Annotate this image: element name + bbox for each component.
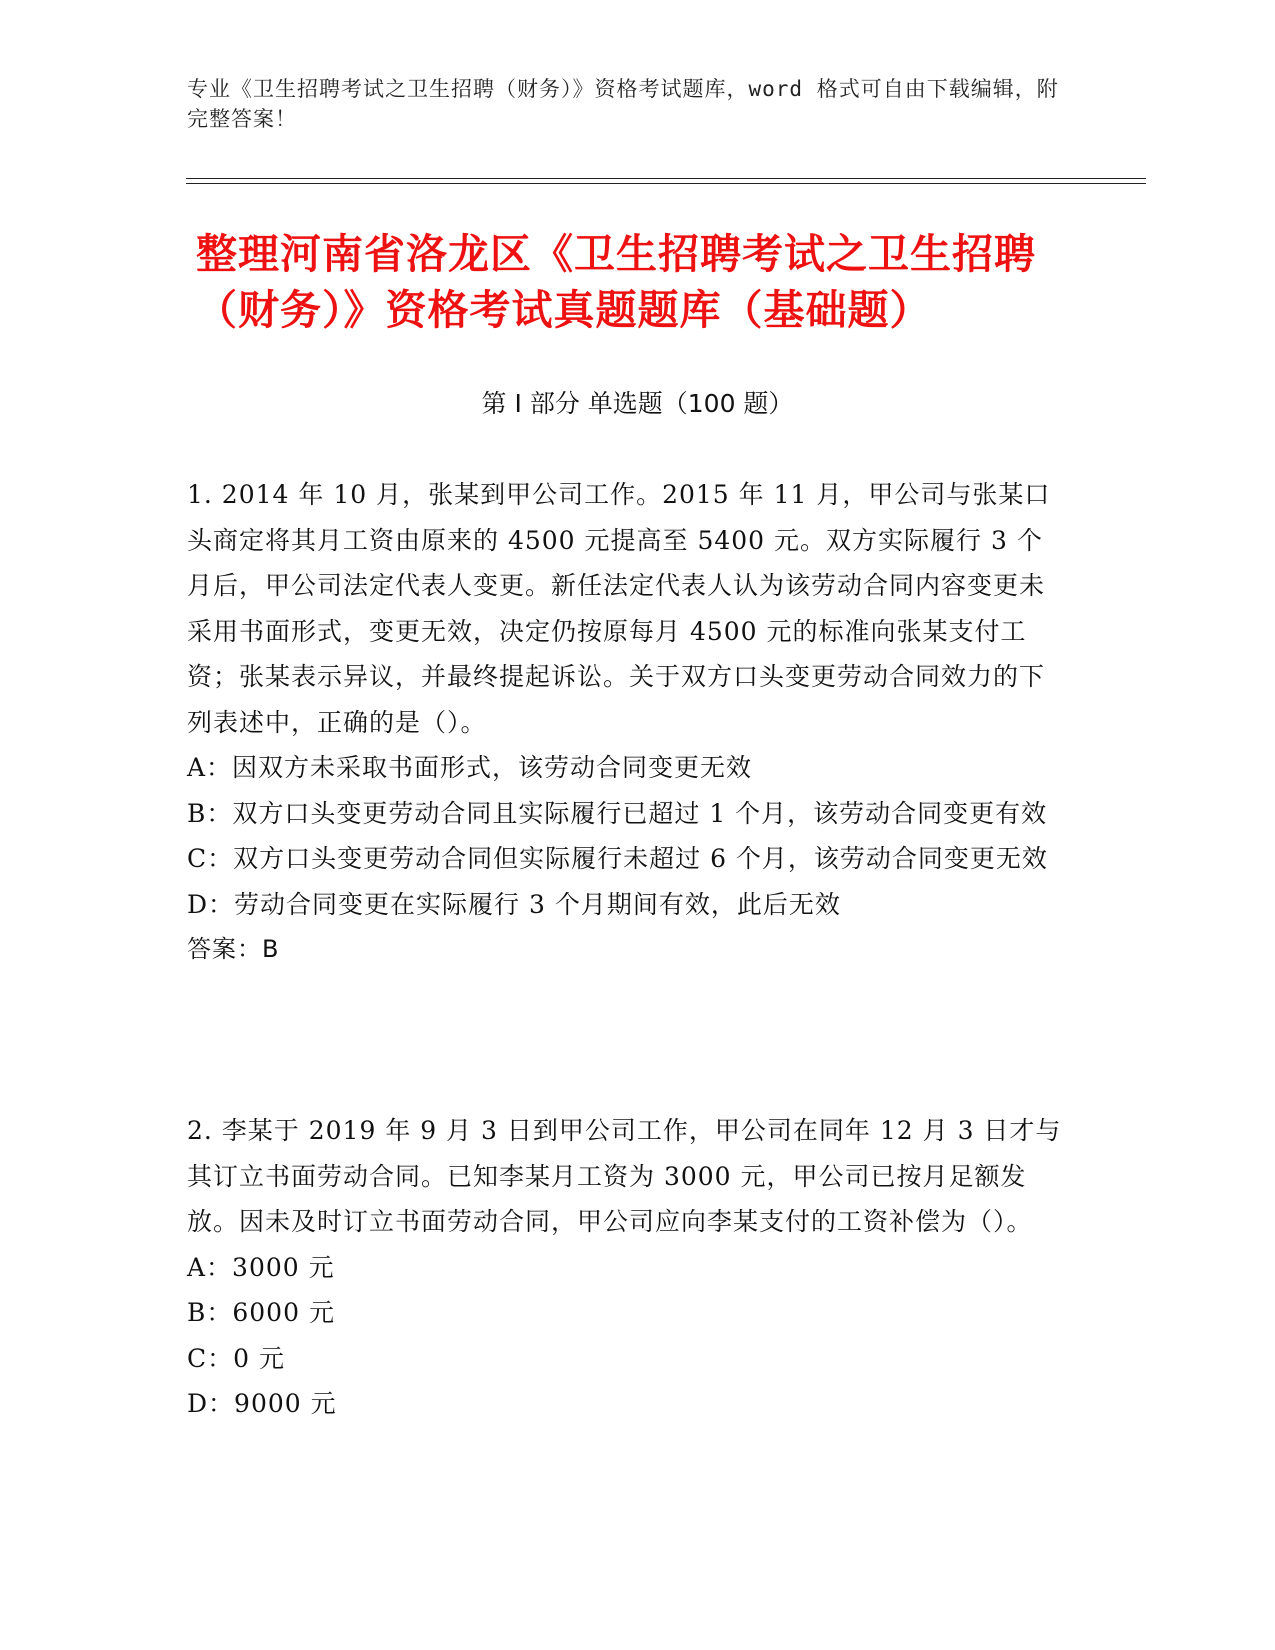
header-divider-top bbox=[186, 178, 1146, 179]
question-stem: 1. 2014 年 10 月，张某到甲公司工作。2015 年 11 月，甲公司与张某口头商定将其月工资由原来的 4500 元提高至 5400 元。双方实际履行 3 个月后，甲公司法定代表人变更。新任法定代表人认为该劳动合同内容变更未采用书面形式，变更无效，决定仍按原每月 4500 元的标准向张某支付工资；张某表示异议，并最终提起诉讼。关于双方口头变更劳动合同效力的下列表述中，正确的是（）。 bbox=[187, 480, 1051, 737]
section-title: 第 I 部分 单选题（100 题） bbox=[481, 389, 794, 418]
header-note: 专业《卫生招聘考试之卫生招聘（财务）》资格考试题库，word 格式可自由下载编辑，附完整答案！ bbox=[187, 77, 1059, 131]
option-c: C：0 元 bbox=[187, 1343, 285, 1373]
option-d: D：9000 元 bbox=[187, 1389, 337, 1418]
document-title: 整理河南省洛龙区《卫生招聘考试之卫生招聘（财务）》资格考试真题题库（基础题） bbox=[196, 230, 1036, 334]
answer: 答案：B bbox=[187, 935, 280, 963]
question-stem: 2. 李某于 2019 年 9 月 3 日到甲公司工作，甲公司在同年 12 月 3 日才与其订立书面劳动合同。已知李某月工资为 3000 元，甲公司已按月足额发放。因未及时订立书面劳动合同，甲公司应向李某支付的工资补偿为（）。 bbox=[187, 1116, 1062, 1236]
option-d: D：劳动合同变更在实际履行 3 个月期间有效，此后无效 bbox=[187, 889, 841, 919]
option-b: B：双方口头变更劳动合同且实际履行已超过 1 个月，该劳动合同变更有效 bbox=[187, 798, 1048, 828]
option-a: A：3000 元 bbox=[187, 1252, 335, 1282]
header-divider-bottom bbox=[186, 183, 1146, 184]
option-b: B：6000 元 bbox=[187, 1298, 335, 1327]
question-2 bbox=[187, 1108, 1067, 1427]
option-c: C：双方口头变更劳动合同但实际履行未超过 6 个月，该劳动合同变更无效 bbox=[187, 844, 1048, 873]
option-a: A：因双方未采取书面形式，该劳动合同变更无效 bbox=[187, 753, 753, 782]
question-1 bbox=[187, 472, 1067, 973]
